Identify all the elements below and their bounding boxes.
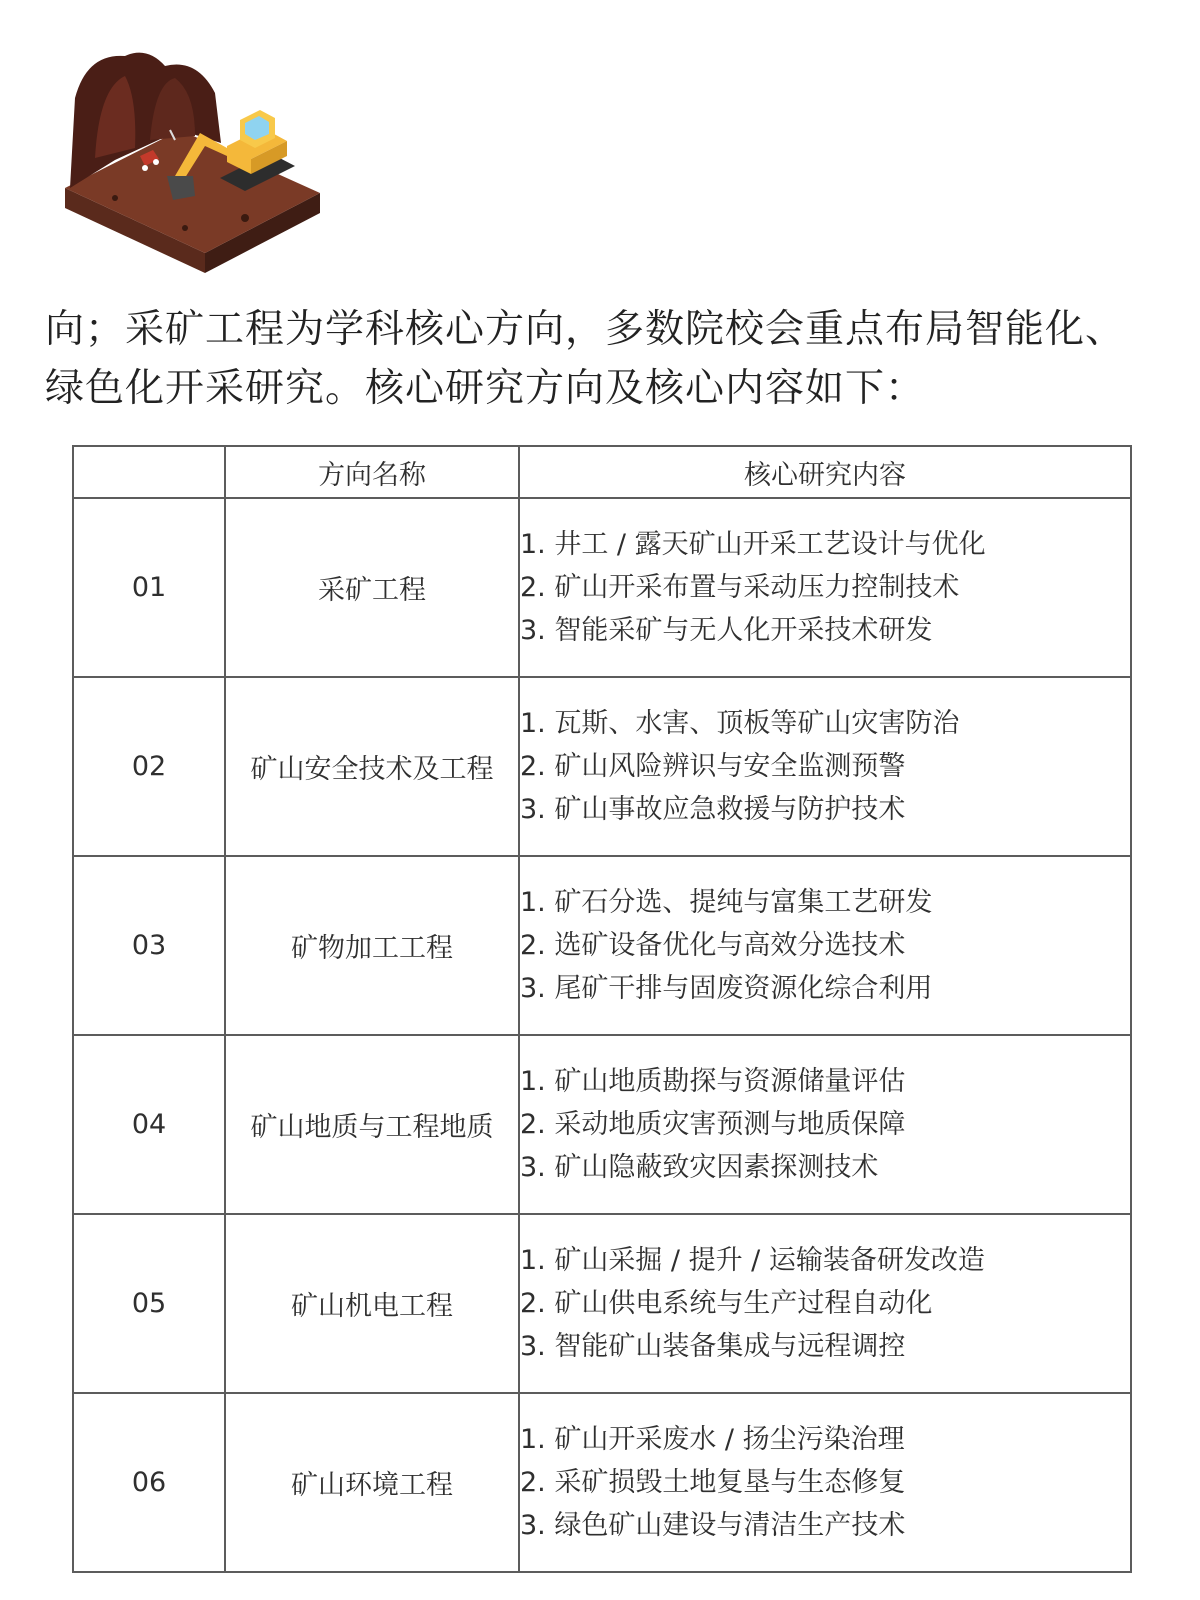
- content-item: 2. 矿山供电系统与生产过程自动化: [520, 1288, 933, 1319]
- direction-name: 采矿工程: [225, 498, 519, 677]
- content-item: 2. 采矿损毁土地复垦与生态修复: [520, 1467, 906, 1498]
- content-item: 3. 矿山事故应急救援与防护技术: [520, 794, 906, 825]
- table-row: [73, 1393, 1131, 1572]
- table-row: [73, 1214, 1131, 1393]
- header-direction-name: 方向名称: [225, 446, 519, 498]
- content-item: 3. 智能采矿与无人化开采技术研发: [520, 615, 933, 646]
- research-directions-table: [72, 445, 1132, 1573]
- content-item: 2. 采动地质灾害预测与地质保障: [520, 1109, 906, 1140]
- table-row: [73, 498, 1131, 677]
- content-item: 3. 智能矿山装备集成与远程调控: [520, 1331, 906, 1362]
- direction-name: 矿山安全技术及工程: [225, 677, 519, 856]
- research-content: [519, 1393, 1131, 1572]
- row-number: 02: [73, 677, 225, 856]
- intro-paragraph: 向；采矿工程为学科核心方向，多数院校会重点布局智能化、绿色化开采研究。核心研究方向及核心内容如下：: [45, 307, 1126, 411]
- direction-name: 矿山环境工程: [225, 1393, 519, 1572]
- content-item: 1. 井工 / 露天矿山开采工艺设计与优化: [520, 529, 986, 560]
- mining-excavator-illustration: [55, 38, 335, 273]
- content-item: 1. 矿山开采废水 / 扬尘污染治理: [520, 1424, 905, 1455]
- content-item: 1. 矿石分选、提纯与富集工艺研发: [520, 887, 933, 918]
- header-research-content: 核心研究内容: [519, 446, 1131, 498]
- row-number: 06: [73, 1393, 225, 1572]
- direction-name: 矿物加工工程: [225, 856, 519, 1035]
- research-content: [519, 1035, 1131, 1214]
- content-item: 2. 矿山风险辨识与安全监测预警: [520, 751, 906, 782]
- direction-name: 矿山地质与工程地质: [225, 1035, 519, 1214]
- row-number: 05: [73, 1214, 225, 1393]
- table-header-row: [73, 446, 1131, 498]
- table-row: [73, 1035, 1131, 1214]
- row-number: 01: [73, 498, 225, 677]
- content-item: 3. 绿色矿山建设与清洁生产技术: [520, 1510, 906, 1541]
- row-number: 04: [73, 1035, 225, 1214]
- content-item: 1. 瓦斯、水害、顶板等矿山灾害防治: [520, 708, 960, 739]
- header-index: [73, 446, 225, 498]
- table-row: [73, 856, 1131, 1035]
- content-item: 2. 矿山开采布置与采动压力控制技术: [520, 572, 960, 603]
- research-content: [519, 1214, 1131, 1393]
- row-number: 03: [73, 856, 225, 1035]
- content-item: 2. 选矿设备优化与高效分选技术: [520, 930, 906, 961]
- content-item: 3. 矿山隐蔽致灾因素探测技术: [520, 1152, 879, 1183]
- content-item: 1. 矿山地质勘探与资源储量评估: [520, 1066, 906, 1097]
- research-content: [519, 856, 1131, 1035]
- research-content: [519, 677, 1131, 856]
- research-content: [519, 498, 1131, 677]
- content-item: 1. 矿山采掘 / 提升 / 运输装备研发改造: [520, 1245, 985, 1276]
- content-item: 3. 尾矿干排与固废资源化综合利用: [520, 973, 933, 1004]
- table-row: [73, 677, 1131, 856]
- direction-name: 矿山机电工程: [225, 1214, 519, 1393]
